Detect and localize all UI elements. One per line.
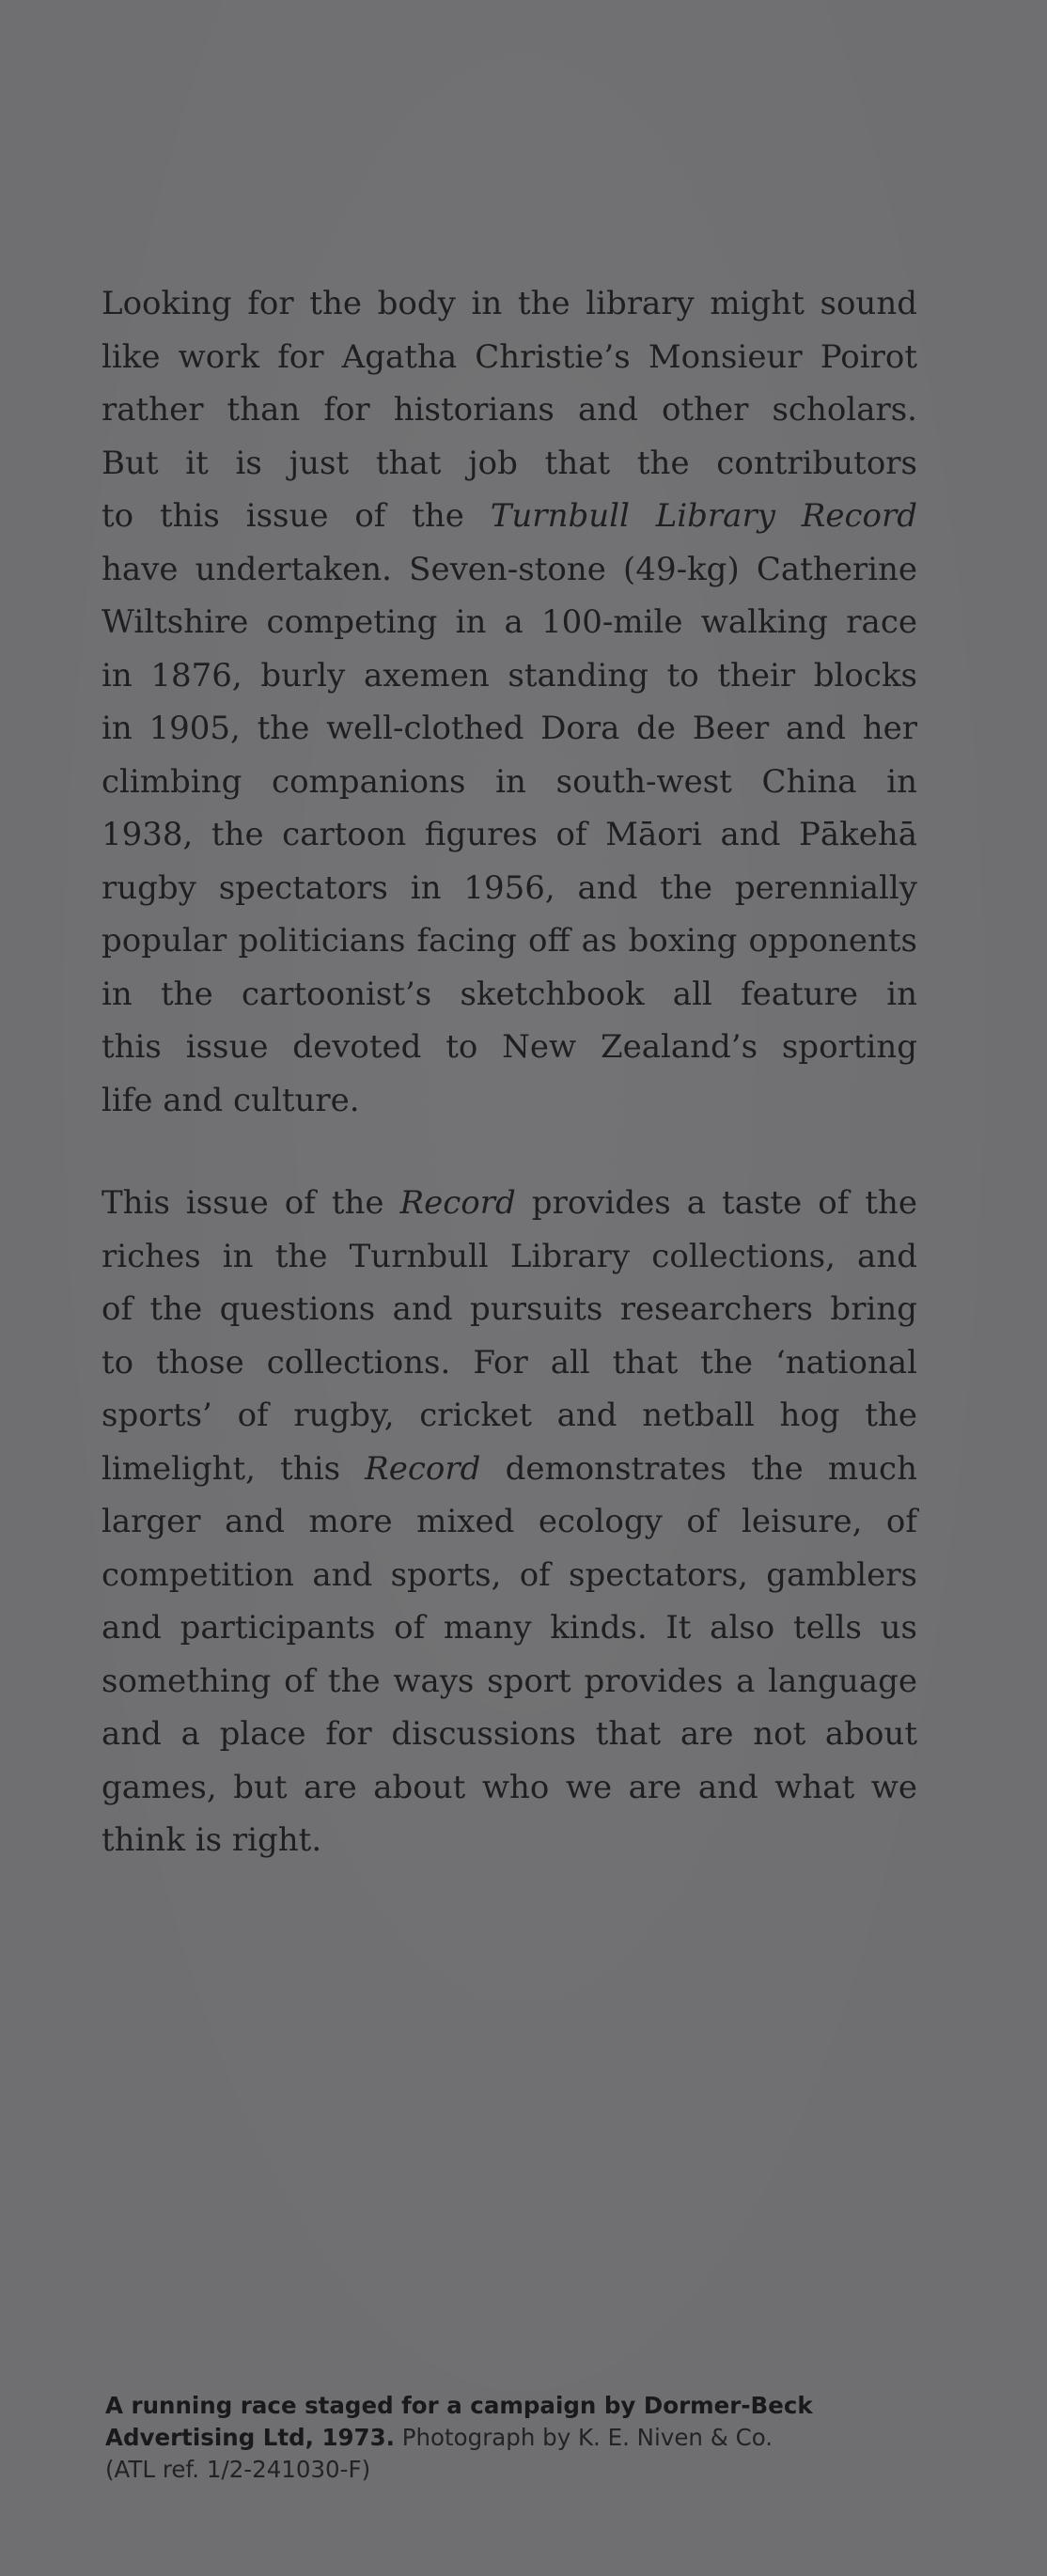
text-line: But it is just that job that the contributors	[102, 444, 917, 482]
text-line: larger and more mixed ecology of leisure, of	[102, 1503, 917, 1540]
text-line: riches in the Turnbull Library collections, and	[102, 1237, 917, 1275]
text-line	[102, 1443, 917, 1496]
text-line: something of the ways sport provides a language	[102, 1662, 917, 1700]
text-fragment: provides a taste of the	[515, 1184, 917, 1222]
text-line: to those collections. For all that the ‘national	[102, 1343, 917, 1382]
text-line: rugby spectators in 1956, and the perennially	[102, 868, 917, 907]
text-line: popular politicians facing off as boxing opponents	[102, 922, 917, 960]
text-line: and participants of many kinds. It also tells us	[102, 1609, 917, 1647]
text-line: life and culture.	[102, 1081, 360, 1119]
text-line: in 1876, burly axemen standing to their blocks	[102, 656, 917, 695]
photo-caption	[105, 2390, 838, 2486]
text-line: in 1905, the well-clothed Dora de Beer and her	[102, 710, 917, 747]
text-line: in the cartoonist’s sketchbook all feature in	[102, 975, 917, 1013]
text-fragment: demonstrates the much	[480, 1449, 917, 1488]
paragraph-2	[102, 1177, 917, 1867]
text-line: rather than for historians and other scholars.	[102, 391, 917, 429]
text-line: climbing companions in south-west China in	[102, 762, 917, 801]
text-line: like work for Agatha Christie’s Monsieur Poirot	[102, 337, 917, 376]
text-line: Looking for the body in the library might sound	[102, 285, 917, 322]
text-line: Wiltshire competing in a 100-mile walking race	[102, 603, 917, 641]
text-fragment: limelight, this	[102, 1449, 366, 1488]
text-line: 1938, the cartoon figures of Māori and Pākehā	[102, 816, 917, 853]
text-line: of the questions and pursuits researchers bring	[102, 1290, 917, 1328]
text-line: competition and sports, of spectators, gamblers	[102, 1555, 917, 1594]
caption-title: A running race staged for a campaign by Dormer-Beck Advertising Ltd, 1973.	[105, 2392, 813, 2451]
paragraph-1	[102, 277, 917, 1127]
text-fragment: This issue of the	[102, 1184, 400, 1222]
publication-title: Turnbull Library Record	[490, 497, 917, 535]
text-line: sports’ of rugby, cricket and netball hog the	[102, 1397, 917, 1434]
publication-title: Record	[399, 1184, 516, 1222]
text-line: this issue devoted to New Zealand’s sporting	[102, 1028, 917, 1066]
text-line	[102, 490, 917, 543]
text-fragment: to this issue of the	[102, 497, 491, 535]
text-line: games, but are about who we are and what we	[102, 1768, 917, 1806]
publication-title: Record	[365, 1449, 481, 1488]
text-line: think is right.	[102, 1821, 322, 1859]
caption-credit: Photograph by K. E. Niven & Co.	[394, 2424, 774, 2451]
caption-reference: (ATL ref. 1/2-241030-F)	[105, 2456, 371, 2483]
text-line: and a place for discussions that are not about	[102, 1715, 917, 1753]
text-line	[102, 1177, 917, 1230]
text-line: have undertaken. Seven-stone (49-kg) Catherine	[102, 550, 917, 588]
